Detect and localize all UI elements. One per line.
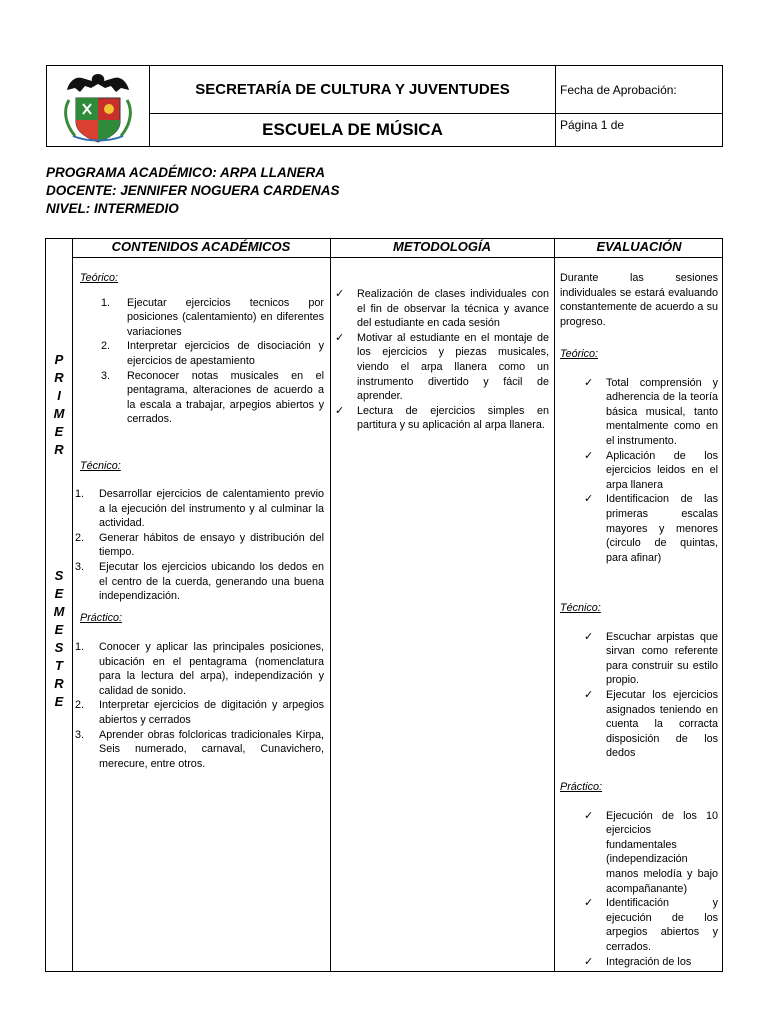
check-icon: ✓ bbox=[584, 809, 594, 822]
check-icon: ✓ bbox=[335, 404, 345, 417]
check-icon: ✓ bbox=[584, 955, 594, 968]
curriculum-table bbox=[45, 238, 723, 972]
column-header-evaluation: EVALUACIÓN bbox=[596, 239, 682, 254]
list-item: 1. Ejecutar ejercicios tecnicos por posiciones (calentamiento) en diferentes variaciones bbox=[101, 296, 324, 338]
check-icon: ✓ bbox=[335, 288, 345, 300]
list-item: 2. Interpretar ejercicios de digitación y arpegios abiertos y cerrados bbox=[75, 699, 324, 726]
check-icon: ✓ bbox=[584, 493, 594, 506]
section-label: Técnico: bbox=[560, 602, 601, 614]
list-item: ✓ Aplicación de los ejercicios leidos en el arpa llanera bbox=[584, 449, 718, 491]
methodology-list bbox=[335, 287, 549, 433]
column-divider bbox=[554, 239, 555, 971]
list-item: ✓ Ejecutar los ejercicios asignados teniendo en cuenta la corracta disposición de los dedos bbox=[584, 688, 718, 760]
section-label: Teórico: bbox=[560, 348, 599, 360]
column-header-contents: CONTENIDOS ACADÉMICOS bbox=[111, 239, 291, 254]
check-icon: ✓ bbox=[584, 897, 594, 910]
check-icon: ✓ bbox=[584, 449, 594, 462]
list-item: ✓ Motivar al estudiante en el montaje de los ejercicios y piezas musicales, viendo el arpa llanera como un instrumento divertido y fácil de aprender. bbox=[335, 331, 549, 403]
contents-teorico-section bbox=[80, 271, 324, 427]
list-item: 3. Reconocer notas musicales en el pentagrama, alteraciones de acuerdo a la escala a trabajar, arpegios abiertos y cerrados. bbox=[101, 369, 324, 426]
evaluation-intro: Durante las sesiones individuales se estará evaluando constantemente de acuerdo a su progreso. bbox=[560, 272, 718, 328]
eval-teorico-list bbox=[560, 376, 718, 566]
check-icon: ✓ bbox=[584, 688, 594, 701]
page-number-label: Página 1 de bbox=[560, 118, 625, 132]
side-label-primer: P R I M E R bbox=[53, 352, 65, 457]
check-icon: ✓ bbox=[335, 331, 345, 344]
list-item: ✓ Total comprensión y adherencia de la teoría básica musical, tanto mentalmente como en el instrumento. bbox=[584, 376, 718, 447]
practico-list-wrap bbox=[75, 640, 324, 771]
methodology-list-wrap bbox=[335, 287, 549, 433]
school-title: ESCUELA DE MÚSICA bbox=[150, 114, 556, 146]
section-label: Teórico: bbox=[80, 272, 119, 284]
evaluation-practico-section bbox=[560, 780, 718, 969]
list-item: 1. Conocer y aplicar las principales posiciones, ubicación en el pentagrama (nomenclatura para la lectura del arpa), independización y calidad de sonido. bbox=[75, 641, 324, 697]
eval-practico-list bbox=[560, 809, 718, 970]
logo-cell bbox=[47, 66, 150, 146]
contents-tecnico-section bbox=[80, 459, 324, 474]
column-divider bbox=[330, 239, 331, 971]
list-item: ✓ Identificación y ejecución de los arpegios abiertos y cerrados. bbox=[584, 897, 718, 953]
section-label: Práctico: bbox=[560, 781, 603, 793]
list-item: 2. Generar hábitos de ensayo y distribución del tiempo. bbox=[75, 531, 324, 559]
column-divider bbox=[72, 239, 73, 971]
list-item: 3. Aprender obras folcloricas tradicionales Kirpa, Seis numerado, carnaval, Cunavichero, merecure, entre otros. bbox=[75, 728, 324, 770]
evaluation-tecnico-section bbox=[560, 601, 718, 761]
program-name: PROGRAMA ACADÉMICO: ARPA LLANERA bbox=[46, 165, 325, 180]
eval-tecnico-list bbox=[560, 630, 718, 761]
list-item: ✓ Identificacion de las primeras escalas mayores y menores (circulo de quintas, para afinar) bbox=[584, 493, 718, 564]
check-icon: ✓ bbox=[584, 630, 594, 643]
list-item: 3. Ejecutar los ejercicios ubicando los dedos en el centro de la cuerda, generando una buena independización. bbox=[75, 560, 324, 603]
level-name: NIVEL: INTERMEDIO bbox=[46, 201, 179, 216]
contents-practico-section bbox=[80, 611, 324, 626]
list-item: ✓ Integración de los bbox=[584, 955, 692, 968]
list-item: 1. Desarrollar ejercicios de calentamiento previo a la ejecución del instrumento y al culminar la actividad. bbox=[75, 488, 324, 530]
teacher-name: DOCENTE: JENNIFER NOGUERA CARDENAS bbox=[46, 183, 340, 198]
list-item: ✓ Lectura de ejercicios simples en partitura y su aplicación al arpa llanera. bbox=[335, 404, 549, 432]
approval-date-label: Fecha de Aprobación: bbox=[556, 66, 722, 114]
list-item: ✓ Realización de clases individuales con el fin de observar la técnica y avance del estudiante en cada sesión bbox=[335, 288, 549, 330]
section-label: Técnico: bbox=[80, 460, 121, 472]
tecnico-list-wrap bbox=[75, 487, 324, 604]
list-item: 2. Interpretar ejercicios de disociación y ejercicios de apestamiento bbox=[101, 340, 324, 367]
header-row-divider bbox=[72, 257, 722, 258]
program-info bbox=[46, 164, 340, 218]
coat-of-arms-logo bbox=[47, 66, 150, 146]
side-label-semestre: S E M E S T R E bbox=[53, 568, 65, 709]
list-item: ✓ Escuchar arpistas que sirvan como referente para construir su estilo propio. bbox=[584, 630, 718, 687]
evaluation-teorico-section bbox=[560, 347, 718, 565]
section-label: Práctico: bbox=[80, 612, 123, 624]
document-header bbox=[46, 65, 723, 147]
list-item: ✓ Ejecución de los 10 ejercicios fundamentales (independización manos melodía y bajo acompañanante) bbox=[584, 809, 718, 895]
column-header-methodology: METODOLOGÍA bbox=[393, 239, 491, 254]
check-icon: ✓ bbox=[584, 376, 594, 389]
tecnico-list bbox=[75, 487, 324, 604]
teorico-list bbox=[80, 296, 324, 427]
institution-title: SECRETARÍA DE CULTURA Y JUVENTUDES bbox=[150, 66, 556, 114]
practico-list bbox=[75, 640, 324, 771]
